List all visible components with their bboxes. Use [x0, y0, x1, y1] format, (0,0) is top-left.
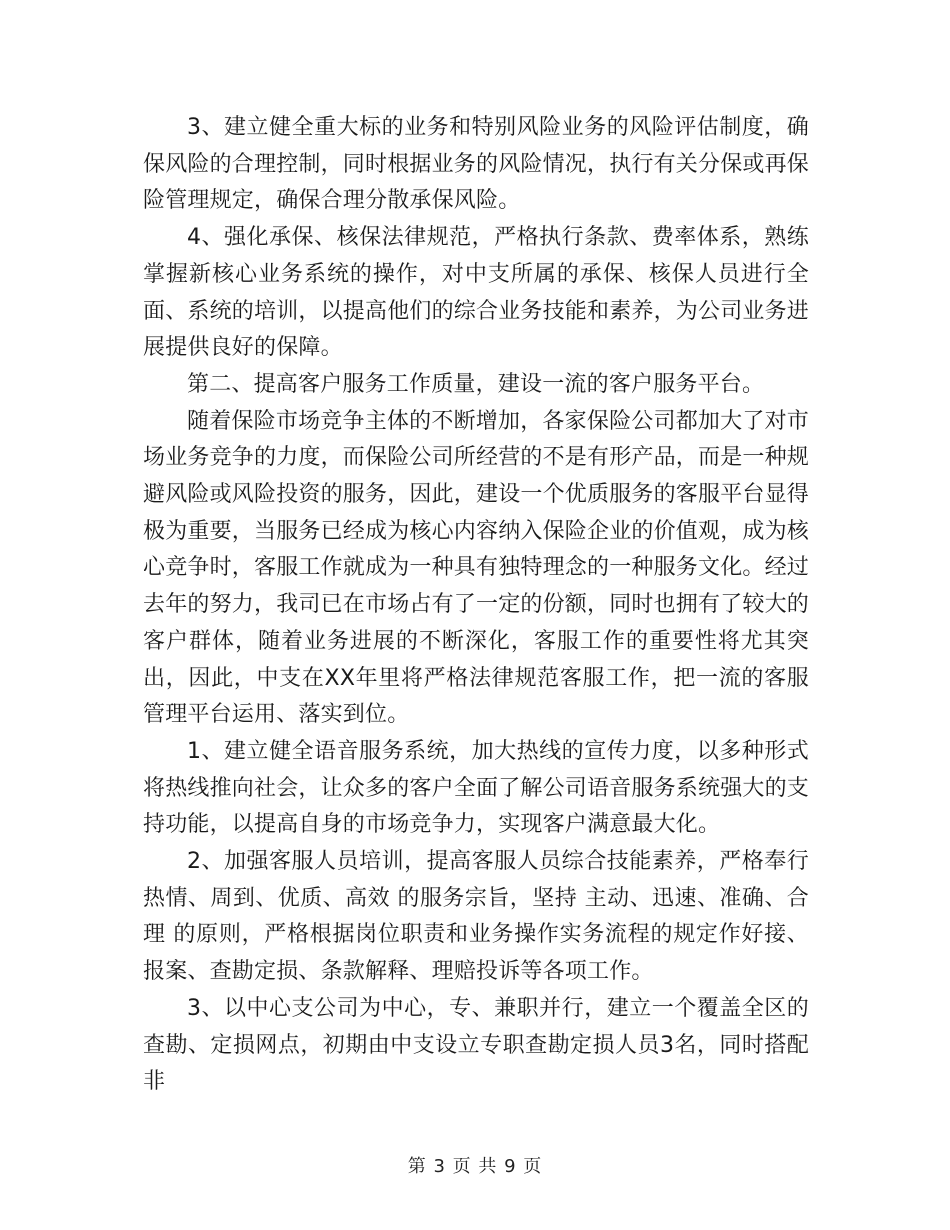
page-number-footer: 第 3 页 共 9 页	[407, 1156, 543, 1177]
paragraph-survey-network: 3、以中心支公司为中心，专、兼职并行，建立一个覆盖全区的查勘、定损网点，初期由中支设立专职查勘定损人员3名，同时搭配非	[143, 995, 809, 1095]
paragraph-risk-assessment: 3、建立健全重大标的业务和特别风险业务的风险评估制度，确保风险的合理控制，同时根据业务的风险情况，执行有关分保或再保险管理规定，确保合理分散承保风险。	[143, 115, 810, 214]
paragraph-underwriting-standards: 4、强化承保、核保法律规范，严格执行条款、费率体系，熟练掌握新核心业务系统的操作，对中支所属的承保、核保人员进行全面、系统的培训，以提高他们的综合业务技能和素养，为公司业务进展提供良好的保障。	[143, 225, 810, 361]
document-body	[143, 110, 809, 1101]
paragraph-staff-training: 2、加强客服人员培训，提高客服人员综合技能素养，严格奉行 热情、周到、优质、高效 的服务宗旨，坚持 主动、迅速、准确、合理 的原则，严格根据岗位职责和业务操作实务流程的规定作好接、报案、查勘定损、条款解释、理赔投诉等各项工作。	[143, 849, 809, 985]
paragraph-section-heading: 第二、提高客户服务工作质量，建设一流的客户服务平台。	[187, 371, 765, 397]
paragraph-service-overview: 随着保险市场竞争主体的不断增加，各家保险公司都加大了对市场业务竞争的力度，而保险公司所经营的不是有形产品，而是一种规避风险或风险投资的服务，因此，建设一个优质服务的客服平台显得极为重要，当服务已经成为核心内容纳入保险企业的价值观，成为核心竞争时，客服工作就成为一种具有独特理念的一种服务文化。经过去年的努力，我司已在市场占有了一定的份额，同时也拥有了较大的客户群体，随着业务进展的不断深化，客服工作的重要性将尤其突出，因此，中支在XX年里将严格法律规范客服工作，把一流的客服管理平台运用、落实到位。	[143, 408, 810, 728]
paragraph-voice-service: 1、建立健全语音服务系统，加大热线的宣传力度，以多种形式将热线推向社会，让众多的客户全面了解公司语音服务系统强大的支持功能，以提高自身的市场竞争力，实现客户满意最大化。	[143, 738, 810, 838]
